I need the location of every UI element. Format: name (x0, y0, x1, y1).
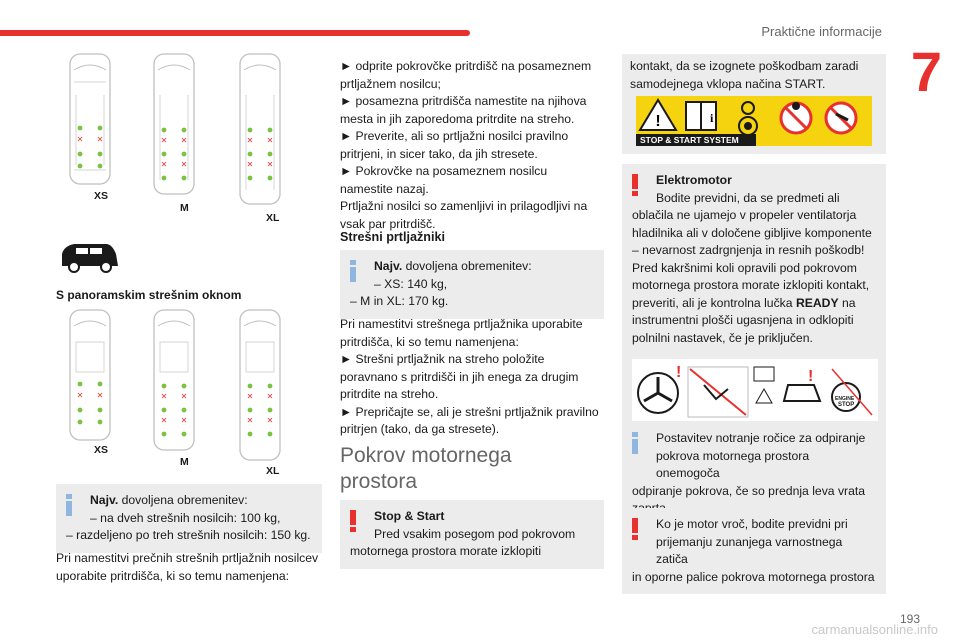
panoramic-roof-caption: S panoramskim strešnim oknom (56, 288, 242, 302)
svg-text:✕: ✕ (180, 136, 188, 145)
engine-stop-icon (784, 368, 820, 401)
no-hand-icon (688, 367, 748, 417)
size-label-xl: XL (266, 212, 280, 224)
svg-text:✕: ✕ (180, 160, 188, 169)
info-box-roof-rack-load: Najv. dovoljena obremenitev: – XS: 140 kg, – M in XL: 170 kg. (340, 250, 604, 319)
svg-text:!: ! (676, 364, 682, 381)
van-top-view-icon (240, 54, 280, 204)
svg-text:✕: ✕ (246, 392, 254, 401)
size-label-m: M (180, 202, 189, 214)
size-label-xs: XS (94, 444, 109, 456)
svg-text:✕: ✕ (96, 391, 104, 400)
svg-text:✕: ✕ (266, 160, 274, 169)
svg-text:✕: ✕ (180, 392, 188, 401)
van-top-view-icon (154, 54, 194, 194)
van-roof-diagram-standard (66, 50, 306, 210)
no-hand-icon (781, 102, 811, 133)
svg-text:i: i (710, 111, 714, 125)
paragraph-stop-start-continued: kontakt, da se izognete poškodbam zaradi samodejnega vklopa načina START. (630, 59, 859, 91)
no-hand-icon (826, 103, 856, 133)
info-icon (66, 494, 72, 516)
engine-stop-text: STOP (838, 402, 855, 408)
info-box-max-load: Najv. dovoljena obremenitev: – na dveh strešnih nosilcih: 100 kg, – razdeljeno po treh strešnih nosilcih: 150 kg. (56, 484, 322, 553)
paragraph-crossbar-steps: ► odprite pokrovčke pritrdišč na posameznem prtljažnem nosilcu; ► posamezna pritrdišča namestite na njihova mesta in jih zaporedoma pritrdite na streho. ► Preverite, ali so prtljažni nosilci pravilno pritrjeni, in sicer tako, da jih stresete. ► Pokrovčke na posameznem nosilcu namestite nazaj. Prtljažni nosilci so zamenljivi in prilagodljivi na vsak par pritrdišč. (340, 59, 592, 231)
info-box-release-lever: Postavitev notranje ročice za odpiranje pokrova motornega prostora onemogoča odpiranje pokrova, če so prednja leva vrata (622, 422, 886, 526)
svg-text:✕: ✕ (96, 135, 104, 144)
belt-drive-icon (739, 102, 757, 135)
van-roof-diagram-panoramic (66, 306, 306, 466)
svg-text:✕: ✕ (76, 135, 84, 144)
motor-warning-pictograms (632, 359, 878, 421)
svg-text:✕: ✕ (266, 136, 274, 145)
warning-icon (350, 510, 356, 532)
warning-icon (632, 174, 638, 196)
svg-text:✕: ✕ (76, 391, 84, 400)
van-top-view-icon (70, 310, 110, 440)
sticker-label: STOP & START SYSTEM (636, 134, 756, 146)
svg-text:✕: ✕ (266, 416, 274, 425)
van-top-view-icon (70, 54, 110, 184)
size-label-m: M (180, 456, 189, 468)
fan-icon (638, 364, 681, 413)
stop-start-warning-sticker (636, 96, 872, 146)
svg-text:✕: ✕ (246, 416, 254, 425)
paragraph-roof-rack-steps: Pri namestitvi strešnega prtljažnika uporabite pritrdišča, ki so temu namenjena: ► Strešni prtljažnik na streho položite poravnano s pritrdišči in jih enega za drugim pritrdite na streho. ► Prepričajte se, ali je strešni prtljažnik pravilno pritrjen (tako, da ga stresete). (340, 317, 599, 436)
svg-text:✕: ✕ (246, 160, 254, 169)
van-top-view-icon (240, 310, 280, 460)
warning-icon (632, 518, 638, 540)
svg-text:!: ! (655, 113, 661, 130)
running-title: Praktične informacije (761, 24, 882, 39)
size-label-xl: XL (266, 465, 280, 477)
van-side-icon (60, 240, 120, 274)
warning-box-electric-motor: Elektromotor Bodite previdni, da se predmeti ali oblačila ne ujamejo v propeler ventilatorja hladilnika ali v določene gibljive komponente – nevarnost zadrgnjenja in resnih poškodb! Pred kakršnimi koli opravili pod pokrovom motornega prostora morate izklopiti kontakt, preveriti, ali je kontrolna lučka READY na instrumentni plošči ugasnjena in odklopiti polnilni nastavek, če je priključen. ! ! ENGINE STOP (622, 164, 886, 435)
paragraph-crossbars: Pri namestitvi prečnih strešnih prtljažnih nosilcev uporabite pritrdišča, ki so temu namenjena: (56, 551, 319, 583)
info-icon (632, 432, 638, 454)
watermark: carmanualsonline.info (811, 622, 938, 637)
header-accent-bar (0, 30, 470, 36)
engine-stop-text: ENGINE (835, 396, 855, 402)
manual-book-icon (754, 367, 774, 403)
info-icon (350, 260, 356, 282)
svg-text:✕: ✕ (160, 160, 168, 169)
roof-racks-heading: Strešni prtljažniki (340, 230, 445, 244)
section-title-bonnet: Pokrov motornega prostora (340, 444, 512, 493)
svg-text:!: ! (808, 368, 814, 385)
warning-triangle-icon (640, 100, 676, 130)
manual-book-icon (686, 102, 716, 130)
van-top-view-icon (154, 310, 194, 450)
chapter-number: 7 (910, 40, 942, 103)
svg-text:✕: ✕ (160, 136, 168, 145)
size-label-xs: XS (94, 190, 109, 202)
svg-text:✕: ✕ (246, 136, 254, 145)
warning-box-hot-engine: Ko je motor vroč, bodite previdni pri prijemanju zunanjega varnostnega zatiča in oporne palice pokrova motornega prostora (622, 508, 886, 594)
svg-text:✕: ✕ (160, 416, 168, 425)
svg-text:✕: ✕ (160, 392, 168, 401)
warning-box-stop-start: Stop & Start Pred vsakim posegom pod pokrovom motornega prostora morate izklopiti (340, 500, 604, 569)
svg-text:✕: ✕ (180, 416, 188, 425)
svg-text:✕: ✕ (266, 392, 274, 401)
page-number: 193 (899, 612, 920, 626)
